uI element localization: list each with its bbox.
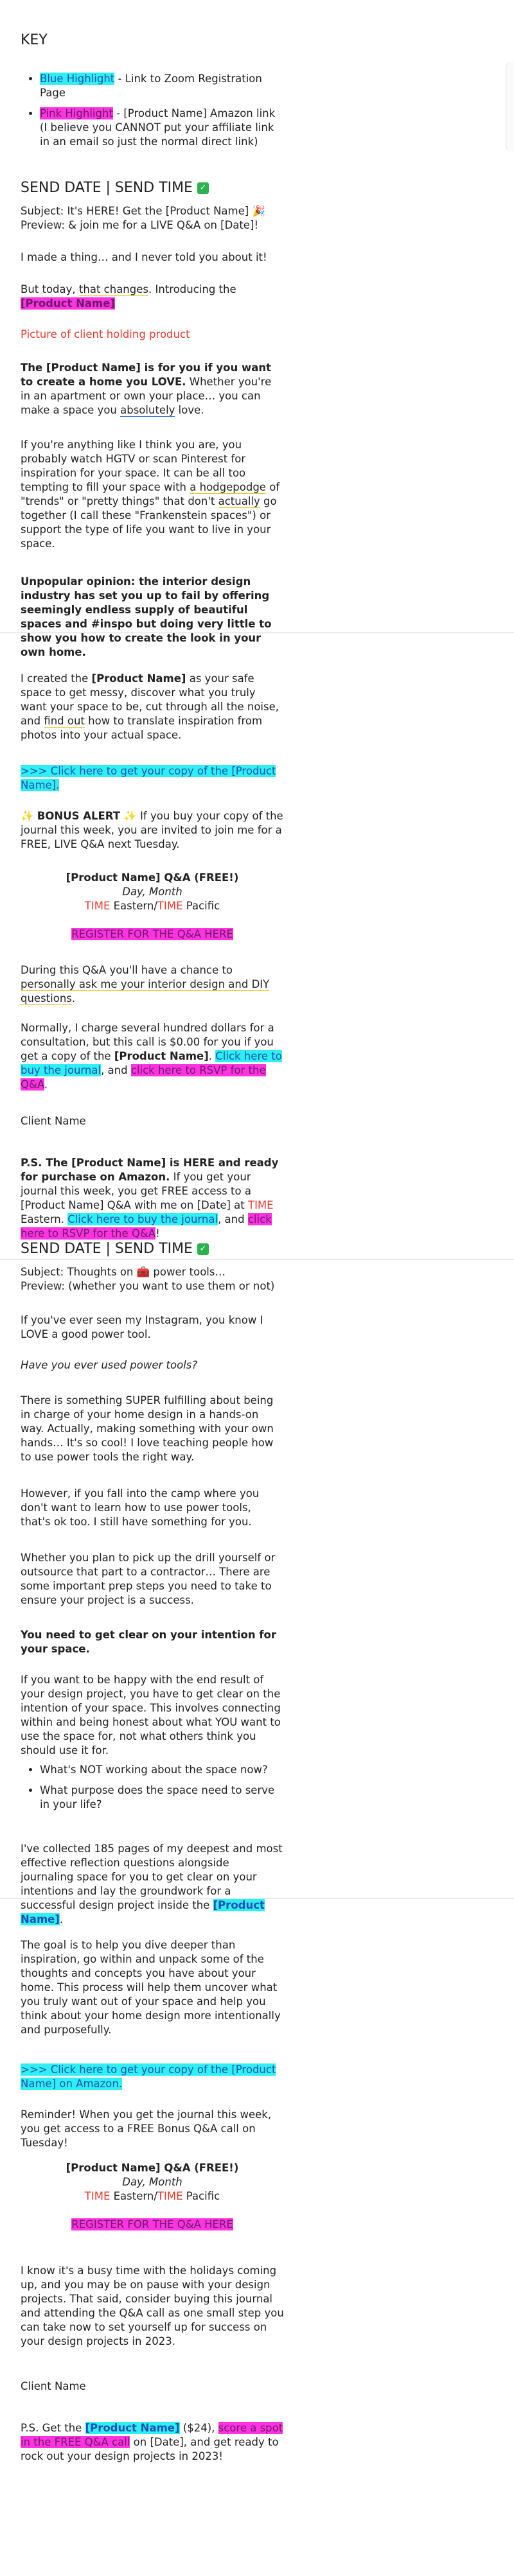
email1-qa-block (21, 871, 284, 942)
email2-p8 (21, 1842, 284, 1927)
email1-p8 (21, 1021, 284, 1092)
ps-qa-link-pink[interactable]: score a spot in the FREE Q&A call (21, 2422, 283, 2448)
key-item-pink (40, 107, 284, 149)
text: TIME (157, 2190, 183, 2202)
email2-ps (21, 2421, 284, 2464)
text: If you get your journal this week, you get FREE access to a [Product Name] Q&A with me on [Date] at (21, 1171, 251, 1211)
list-item: • What purpose does the space need to serve in your life? (40, 1783, 284, 1812)
text: TIME (247, 1199, 274, 1211)
email2-p4: However, if you fall into the camp where you don't want to learn how to use power tools, that's ok too. I still have something for you. (21, 1487, 260, 1528)
list-item: • What's NOT working about the space now? (40, 1763, 284, 1777)
email1-cta (21, 764, 284, 793)
text: I created the (21, 672, 92, 685)
buy-link-blue[interactable]: Click here to buy the journal (21, 1050, 282, 1076)
text: But today, (21, 283, 79, 295)
text: The [Product Name] is for you if you want to create a home you LOVE. (21, 362, 271, 388)
text: Eastern/ (110, 2190, 157, 2202)
text: P.S. The [Product Name] is HERE and ready for purchase on Amazon. (21, 1157, 279, 1183)
email1-send-heading-text: SEND DATE | SEND TIME (21, 180, 193, 196)
text: absolutely (120, 404, 175, 416)
rsvp-link-pink[interactable]: click here to RSVP for the Q&A (21, 1064, 266, 1091)
text: Normally, I charge several hundred dollars for a consultation, but this call is $0.00 for you if you get a copy of the (21, 1022, 274, 1062)
email2-p1: If you've ever seen my Instagram, you know I LOVE a good power tool. (21, 1314, 263, 1340)
text: go together (I call these "Frankenstein spaces") or support the type of life you want to live in your space. (21, 495, 277, 550)
email1-p5: Unpopular opinion: the interior design industry has set you up to fail by offering seemingly endless supply of beautiful spaces and #inspo but doing very little to show you how to create the look in your own home. (21, 575, 272, 658)
text: During this Q&A you'll have a chance to (21, 964, 233, 976)
email2-send-heading-text: SEND DATE | SEND TIME (21, 1241, 193, 1257)
pink-highlight-label: Pink Highlight (40, 107, 113, 119)
email1-p1: I made a thing… and I never told you about it! (21, 251, 267, 263)
qa-title: [Product Name] Q&A (FREE!) (66, 2162, 239, 2174)
qa-date: Day, Month (122, 886, 182, 898)
qa-time (21, 2189, 284, 2204)
email2-send-heading (21, 1242, 209, 1256)
text: ! (155, 1227, 160, 1240)
text: BONUS ALERT (37, 810, 121, 822)
email2-p6: You need to get clear on your intention for your space. (21, 1629, 276, 1655)
text: TIME (84, 2190, 111, 2202)
key-item-blue-text: - Link to Zoom Registration Page (40, 73, 262, 99)
check-icon: ✓ (197, 1243, 209, 1255)
email2-p7: If you want to be happy with the end result of your design project, you have to get clear on the intention of your space. This involves connecting within and being honest about what YOU want to use the space for, not what others think you should use it for. (21, 1674, 281, 1757)
text: TIME (157, 900, 183, 912)
ps-buy-link-blue[interactable]: Click here to buy the journal (67, 1213, 218, 1225)
text: . (59, 1913, 64, 1925)
email1-send-heading (21, 181, 209, 195)
text: as your safe space to get messy, discover what you truly want your space to be, cut through all the noise, and (21, 672, 279, 727)
email1-picture-placeholder: Picture of client holding product (21, 328, 190, 340)
product-link-blue[interactable]: [Product Name] (21, 1899, 265, 1925)
email2-subject: Subject: Thoughts on 🧰 power tools… (21, 1266, 226, 1278)
email2-bullets (21, 1763, 284, 1818)
ps-product-link-blue[interactable]: [Product Name] (85, 2422, 180, 2434)
text: . Introducing the (148, 283, 236, 295)
email1-p4 (21, 438, 284, 551)
email1-subject: Subject: It's HERE! Get the [Product Name] 🎉 (21, 205, 265, 217)
ps-rsvp-link-pink[interactable]: click here to RSVP for the Q&A (21, 1213, 272, 1240)
text: . (208, 1050, 216, 1062)
key-title: KEY (21, 32, 48, 48)
email2-p5: Whether you plan to pick up the drill yourself or outsource that part to a contractor… There are some important prep steps you need to take to ensure your project is a success. (21, 1552, 276, 1606)
email2-signature: Client Name (21, 2380, 86, 2392)
text: actually (218, 495, 260, 507)
email2-preview: Preview: (whether you want to use them or not) (21, 1280, 275, 1292)
text: personally ask me your interior design and DIY questions (21, 978, 270, 1004)
text: . (71, 992, 76, 1004)
text: ✨ If you buy your copy of the journal this week, you are invited to join me for a FREE, LIVE Q&A next Tuesday. (21, 810, 283, 850)
blue-highlight-label: Blue Highlight (40, 73, 115, 85)
text: Pacific (182, 2190, 220, 2202)
email2-p11: I know it's a busy time with the holidays coming up, and you may be on pause with your design projects. That said, consider buying this journal and attending the Q&A call as one small step you can take now to set yourself up for success on your design projects in 2023. (21, 2265, 284, 2347)
text: TIME (84, 900, 111, 912)
text: a hodgepodge (190, 481, 266, 493)
email1-p6 (21, 672, 284, 742)
text: , and (218, 1213, 248, 1225)
qa-time (21, 899, 284, 913)
text: P.S. Get the (21, 2422, 85, 2434)
text: of "trends" or "pretty things" that don't (21, 481, 280, 507)
key-item-blue (40, 72, 284, 100)
qa-date: Day, Month (122, 2176, 182, 2188)
key-list (21, 72, 284, 155)
email1-ps (21, 1156, 284, 1241)
email1-p7 (21, 963, 284, 1006)
text: , and (101, 1064, 131, 1076)
email1-bonus (21, 809, 284, 852)
email1-signature: Client Name (21, 1115, 86, 1127)
email1-p3 (21, 361, 284, 417)
register-link-pink[interactable]: REGISTER FOR THE Q&A HERE (71, 928, 233, 940)
email1-p2 (21, 283, 284, 311)
text: how to translate inspiration from photos into your actual space. (21, 715, 263, 741)
text: I've collected 185 pages of my deepest and most effective reflection questions alongside journaling space for you to get clear on your intentions and lay the groundwork for a successful design project inside the (21, 1843, 283, 1911)
text: . (44, 1078, 48, 1091)
text: [Product Name] (114, 1050, 209, 1062)
text: Eastern. (21, 1213, 68, 1225)
text: Eastern/ (110, 900, 157, 912)
email2-qa-block (21, 2161, 284, 2232)
text: ($24), (179, 2422, 218, 2434)
key-item-pink-text: - [Product Name] Amazon link (I believe you CANNOT put your affiliate link in an email so just the normal direct link) (40, 107, 276, 148)
email2-p9: The goal is to help you dive deeper than inspiration, go within and unpack some of the thoughts and concepts you have about your home. This process will help them uncover what you truly want out of your space and help you think about your home design more intentionally and purposefully. (21, 1939, 281, 2036)
text: Pacific (182, 900, 220, 912)
text: love. (175, 404, 204, 416)
product-link-pink[interactable]: [Product Name] (21, 297, 115, 310)
email2-p3: There is something SUPER fulfilling about being in charge of your home design in a hands-on way. Actually, making something with your own hands… It's so cool! I love teaching people how to use power tools the right way. (21, 1394, 274, 1463)
qa-title: [Product Name] Q&A (FREE!) (66, 872, 239, 884)
sparkle-icon: ✨ (21, 810, 37, 822)
text: Whether you're in an apartment or own your place… you can make a space you (21, 376, 272, 416)
email1-preview: Preview: & join me for a LIVE Q&A on [Date]! (21, 219, 259, 231)
side-panel-handle[interactable] (506, 62, 514, 152)
email2-p2: Have you ever used power tools? (21, 1359, 198, 1371)
check-icon: ✓ (197, 182, 209, 194)
text: that changes (78, 283, 148, 295)
text: [Product Name] (91, 672, 186, 685)
email2-cta (21, 2063, 284, 2091)
text: on [Date], and get ready to rock out your design projects in 2023! (21, 2436, 279, 2462)
cta-link-blue[interactable]: >>> Click here to get your copy of the [Product Name] on Amazon. (21, 2063, 276, 2090)
text: If you're anything like I think you are, you probably watch HGTV or scan Pinterest for inspiration for your space. It can be all too tempting to fill your space with (21, 439, 246, 493)
email2-p10: Reminder! When you get the journal this week, you get access to a FREE Bonus Q&A call on Tuesday! (21, 2108, 272, 2149)
register-link-pink[interactable]: REGISTER FOR THE Q&A HERE (71, 2218, 233, 2230)
cta-link-blue[interactable]: >>> Click here to get your copy of the [Product Name]. (21, 765, 276, 791)
text: find out (44, 715, 85, 727)
